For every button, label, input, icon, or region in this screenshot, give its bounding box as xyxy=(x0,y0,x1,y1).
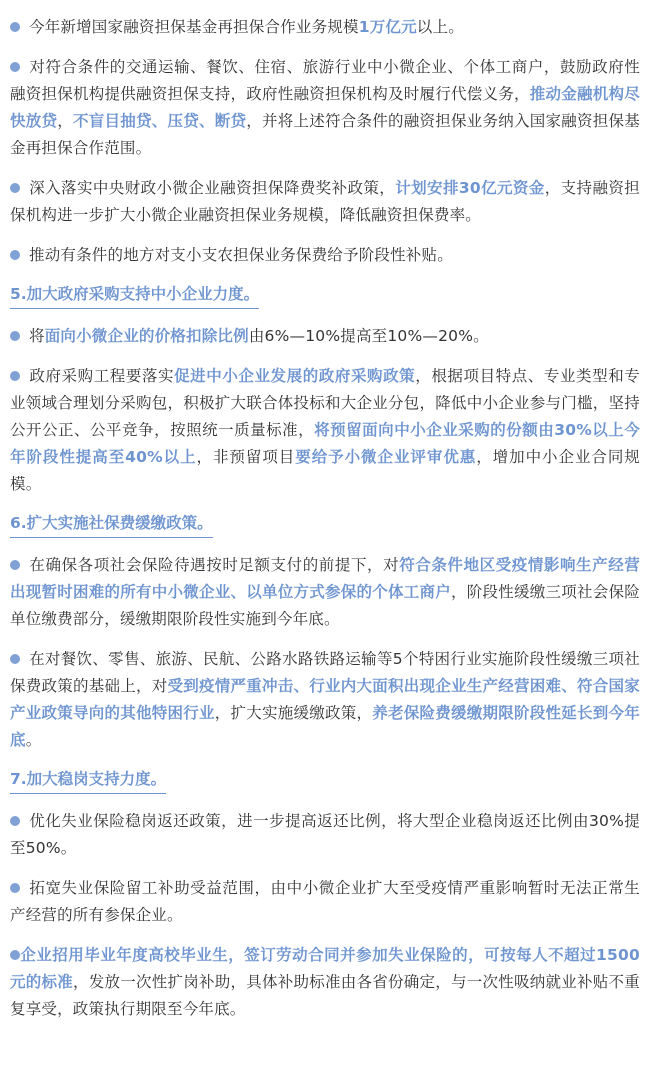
paragraph-text: 推动有条件的地方对支小支农担保业务保费给予阶段性补贴。 xyxy=(29,246,453,264)
highlighted-text: 面向小微企业的价格扣除比例 xyxy=(44,327,249,345)
section-heading: 5.加大政府采购支持中小企业力度。 xyxy=(10,283,259,309)
paragraph-text: ，根据项目特点、专业类型和专业领域合理划分采购包，积极扩大联合体投标和大企业分包，降低中小企业参与门槛，坚持公开公正、公平竞争，按照统一质量标准， xyxy=(10,367,640,439)
bullet-paragraph xyxy=(10,54,640,162)
bullet-paragraph xyxy=(10,552,640,633)
bullet-dot-icon xyxy=(10,331,20,341)
highlighted-text: 符合条件地区受疫情影响生产经营出现暂时困难的所有中小微企业、以单位方式参保的个体工商户 xyxy=(10,556,640,601)
paragraph-text: ，阶段性缓缴三项社会保险单位缴费部分，缓缴期限阶段性实施到今年底。 xyxy=(10,583,640,628)
paragraph-text: ，扩大实施缓缴政策， xyxy=(214,704,373,722)
highlighted-text: 推动金融机构尽快放贷 xyxy=(10,85,640,130)
bullet-paragraph xyxy=(10,808,640,862)
bullet-dot-icon xyxy=(10,883,20,893)
section-heading: 7.加大稳岗支持力度。 xyxy=(10,768,166,794)
highlighted-text: 受到疫情严重冲击、行业内大面积出现企业生产经营困难、符合国家产业政策导向的其他特困行业 xyxy=(10,677,640,722)
section-heading-wrap xyxy=(10,282,640,323)
bullet-paragraph xyxy=(10,875,640,929)
bullet-dot-icon xyxy=(10,654,20,664)
highlighted-text: 要给予小微企业评审优惠 xyxy=(295,448,477,466)
highlighted-text: 计划安排30亿元资金 xyxy=(395,179,545,197)
paragraph-text: 深入落实中央财政小微企业融资担保降费奖补政策， xyxy=(29,179,396,197)
bullet-paragraph xyxy=(10,323,640,350)
paragraph-text: ，并将上述符合条件的融资担保业务纳入国家融资担保基金再担保合作范围。 xyxy=(10,112,641,157)
bullet-paragraph xyxy=(10,363,640,498)
paragraph-text: 以上。 xyxy=(416,18,464,36)
bullet-paragraph xyxy=(10,14,640,41)
paragraph-text: ， xyxy=(57,112,74,130)
paragraph-text: 今年新增国家融资担保基金再担保合作业务规模 xyxy=(29,18,359,36)
bullet-dot-icon xyxy=(10,816,20,826)
bullet-paragraph xyxy=(10,242,640,269)
paragraph-text: 对符合条件的交通运输、餐饮、住宿、旅游行业中小微企业、个体工商户，鼓励政府性融资担保机构提供融资担保支持，政府性融资担保机构及时履行代偿义务， xyxy=(10,58,640,103)
bullet-paragraph xyxy=(10,646,640,754)
highlighted-text: 将预留面向中小企业采购的份额由30%以上今年阶段性提高至40%以上 xyxy=(10,421,640,466)
paragraph-text: 在确保各项社会保险待遇按时足额支付的前提下，对 xyxy=(29,556,400,574)
paragraph-text: ，非预留项目 xyxy=(196,448,296,466)
section-heading-wrap xyxy=(10,767,640,808)
section-heading: 6.扩大实施社保费缓缴政策。 xyxy=(10,512,213,538)
bullet-dot-icon xyxy=(10,560,20,570)
paragraph-text: 拓宽失业保险留工补助受益范围，由中小微企业扩大至受疫情严重影响暂时无法正常生产经营的所有参保企业。 xyxy=(10,879,640,924)
highlighted-text: 不盲目抽贷、压贷、断贷 xyxy=(73,112,247,130)
paragraph-text: ，增加中小企业合同规模。 xyxy=(10,448,641,493)
bullet-dot-icon xyxy=(10,950,20,960)
paragraph-text: 政府采购工程要落实 xyxy=(29,367,175,385)
bullet-dot-icon xyxy=(10,62,20,72)
paragraph-text: 将 xyxy=(29,327,45,345)
paragraph-text: ，支持融资担保机构进一步扩大小微企业融资担保业务规模，降低融资担保费率。 xyxy=(10,179,641,224)
paragraph-text: 优化失业保险稳岗返还政策，进一步提高返还比例，将大型企业稳岗返还比例由30%提至50%。 xyxy=(10,812,640,857)
bullet-dot-icon xyxy=(10,22,20,32)
highlighted-text: 1万亿元 xyxy=(358,18,417,36)
paragraph-text: ，发放一次性扩岗补助，具体补助标准由各省份确定，与一次性吸纳就业补贴不重复享受，政策执行期限至今年底。 xyxy=(10,973,640,1018)
paragraph-text: 。 xyxy=(25,731,42,749)
bullet-paragraph xyxy=(10,175,640,229)
bullet-dot-icon xyxy=(10,250,20,260)
section-heading-wrap xyxy=(10,511,640,552)
highlighted-text: 养老保险费缓缴期限阶段性延长到今年底 xyxy=(10,704,640,749)
bullet-dot-icon xyxy=(10,371,20,381)
highlighted-text: 促进中小企业发展的政府采购政策 xyxy=(174,367,416,385)
highlighted-text: 企业招用毕业年度高校毕业生，签订劳动合同并参加失业保险的，可按每人不超过1500元的标准 xyxy=(10,946,640,991)
paragraph-text: 由6%—10%提高至10%—20%。 xyxy=(248,327,489,345)
paragraph-text: 在对餐饮、零售、旅游、民航、公路水路铁路运输等5个特困行业实施阶段性缓缴三项社保费政策的基础上，对 xyxy=(10,650,640,695)
bullet-paragraph xyxy=(10,942,640,1023)
bullet-dot-icon xyxy=(10,183,20,193)
